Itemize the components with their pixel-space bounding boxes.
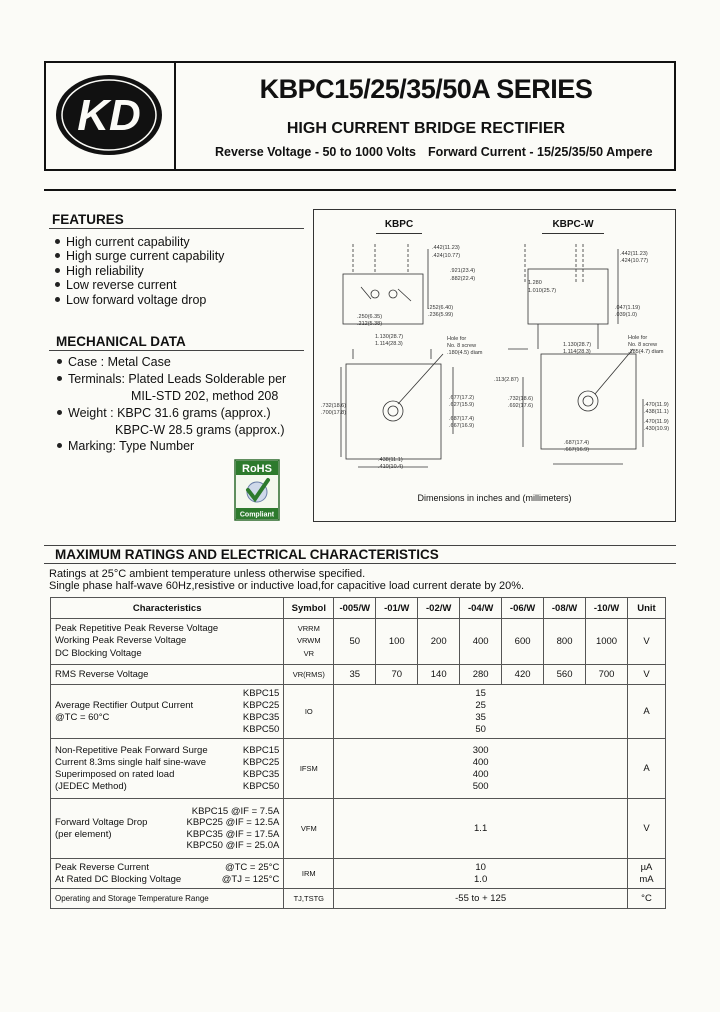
mech-terminals-cont: MIL-STD 202, method 208	[131, 389, 279, 403]
dim-text: 1.114(28.3)	[375, 341, 403, 347]
value-cell: 1000	[586, 619, 628, 665]
table-row	[51, 665, 666, 685]
column-header: -01/W	[376, 598, 418, 619]
symbol-cell: TJ,TSTG	[284, 889, 334, 909]
dim-text: .252(6.40)	[428, 305, 454, 311]
value-cell: 1.1	[334, 799, 628, 859]
ratings-top-rule	[44, 545, 676, 546]
features-heading: FEATURES	[52, 212, 124, 227]
dim-text: .185(4.7) diam	[628, 349, 664, 355]
dim-text: .627(15.9)	[449, 402, 475, 408]
symbol-cell: VRRM VRWM VR	[284, 619, 334, 665]
dim-text: .250(6.35)	[357, 314, 383, 320]
dim-text: Hole for	[628, 335, 648, 341]
dim-text: .732(18.6)	[508, 396, 534, 402]
value-cell: 800	[544, 619, 586, 665]
kd-logo	[54, 73, 164, 157]
dim-text: .677(17.2)	[449, 395, 475, 401]
column-header: -08/W	[544, 598, 586, 619]
dim-text: .410(10.4)	[378, 464, 404, 470]
dim-text: .687(17.4)	[449, 416, 475, 422]
dim-text: .442(11.23)	[620, 251, 648, 257]
unit-cell: µA mA	[627, 859, 665, 889]
characteristic-cell: Non-Repetitive Peak Forward Surge KBPC15 Current 8.3ms single half sine-wave KBPC25 Superimposed on rated load KBPC35 (JEDEC Method) KBPC50	[51, 739, 284, 799]
ratings-note-1: Ratings at 25°C ambient temperature unless otherwise specified.	[49, 568, 366, 580]
column-header: -10/W	[586, 598, 628, 619]
bullet-icon	[57, 410, 62, 415]
unit-cell: °C	[627, 889, 665, 909]
forward-current-spec: Forward Current - 15/25/35/50 Ampere	[428, 145, 653, 159]
kbpcw-label: KBPC-W	[542, 219, 604, 234]
value-cell: 140	[418, 665, 460, 685]
dim-text: .438(11.1)	[378, 457, 403, 463]
mechanical-underline	[49, 350, 304, 351]
dim-text: .470(11.9)	[644, 419, 669, 425]
column-header: -04/W	[460, 598, 502, 619]
feature-item: High current capability	[55, 235, 190, 249]
dim-text: .732(18.6)	[321, 403, 347, 409]
column-header: -06/W	[502, 598, 544, 619]
mechanical-heading: MECHANICAL DATA	[56, 334, 186, 349]
dim-text: .700(17.8)	[321, 410, 347, 416]
table-row	[51, 619, 666, 665]
bullet-icon	[57, 359, 62, 364]
dim-text: 1.114(28.3)	[563, 349, 591, 355]
value-cell: 70	[376, 665, 418, 685]
ratings-note-2: Single phase half-wave 60Hz,resistive or inductive load,for capacitive load current derate by 20%.	[49, 580, 525, 592]
value-cell: 280	[460, 665, 502, 685]
unit-cell: V	[627, 799, 665, 859]
dim-text: No. 8 screw	[628, 342, 658, 348]
value-cell: 420	[502, 665, 544, 685]
drawing-caption: Dimensions in inches and (millimeters)	[417, 493, 572, 503]
dim-text: No. 8 screw	[447, 343, 477, 349]
dim-text: .667(16.9)	[449, 423, 475, 429]
column-header: -02/W	[418, 598, 460, 619]
dim-text: .113(2.87)	[494, 377, 519, 383]
unit-cell: V	[627, 665, 665, 685]
unit-cell: A	[627, 739, 665, 799]
dim-text: Hole for	[447, 336, 467, 342]
unit-cell: A	[627, 685, 665, 739]
value-cell: 600	[502, 619, 544, 665]
dim-text: .692(17.6)	[508, 403, 534, 409]
table-row	[51, 859, 666, 889]
feature-item: High surge current capability	[55, 249, 224, 263]
bullet-icon	[57, 376, 62, 381]
column-header: -005/W	[334, 598, 376, 619]
features-underline	[49, 228, 304, 229]
bullet-icon	[55, 268, 60, 273]
characteristic-cell: KBPC15 @IF = 7.5A Forward Voltage Drop KBPC25 @IF = 12.5A (per element) KBPC35 @IF = 17.5A KBPC50 @IF = 25.0A	[51, 799, 284, 859]
dim-text: 1.010(25.7)	[528, 288, 557, 294]
table-header-row	[51, 598, 666, 619]
value-cell: -55 to + 125	[334, 889, 628, 909]
svg-text:Compliant: Compliant	[239, 511, 275, 519]
dim-text: .470(11.9)	[644, 402, 669, 408]
rohs-badge	[234, 459, 280, 521]
unit-cell: V	[627, 619, 665, 665]
dim-text: .424(10.77)	[432, 253, 461, 259]
dim-text: .047(1.19)	[615, 305, 641, 311]
column-header: Characteristics	[51, 598, 284, 619]
svg-text:RoHS: RoHS	[242, 463, 272, 475]
reverse-voltage-spec: Reverse Voltage - 50 to 1000 Volts	[215, 145, 417, 159]
mech-weight-cont: KBPC-W 28.5 grams (approx.)	[115, 423, 285, 437]
value-cell: 560	[544, 665, 586, 685]
dim-text: .687(17.4)	[564, 440, 590, 446]
dim-text: .430(10.9)	[644, 426, 670, 432]
characteristic-cell: Peak Reverse Current @TC = 25°C At Rated DC Blocking Voltage @TJ = 125°C	[51, 859, 284, 889]
characteristic-cell: RMS Reverse Voltage	[51, 665, 284, 685]
bullet-icon	[55, 297, 60, 302]
dim-text: .667(16.9)	[564, 447, 590, 453]
symbol-cell: VFM	[284, 799, 334, 859]
characteristic-cell: Peak Repetitive Peak Reverse Voltage Working Peak Reverse Voltage DC Blocking Voltage	[51, 619, 284, 665]
characteristic-cell: Operating and Storage Temperature Range	[51, 889, 284, 909]
bullet-icon	[57, 443, 62, 448]
mech-case: Case : Metal Case	[57, 355, 171, 369]
dim-text: .212(5.38)	[357, 321, 383, 327]
bullet-icon	[55, 282, 60, 287]
dim-text: .921(23.4)	[450, 268, 476, 274]
kbpc-label: KBPC	[376, 219, 422, 234]
table-row	[51, 799, 666, 859]
dim-text: 1.130(28.7)	[375, 334, 404, 340]
mech-terminals: Terminals: Plated Leads Solderable per	[57, 372, 286, 386]
bullet-icon	[55, 253, 60, 258]
dim-text: 1.130(28.7)	[563, 342, 592, 348]
header-rule	[44, 189, 676, 191]
mech-weight: Weight : KBPC 31.6 grams (approx.)	[57, 406, 271, 420]
table-row	[51, 739, 666, 799]
characteristic-cell: KBPC15 Average Rectifier Output Current KBPC25 @TC = 60°C KBPC35 KBPC50	[51, 685, 284, 739]
bullet-icon	[55, 239, 60, 244]
dim-text: .882(22.4)	[450, 276, 476, 282]
ratings-table	[50, 597, 666, 909]
column-header: Unit	[627, 598, 665, 619]
symbol-cell: IFSM	[284, 739, 334, 799]
ratings-heading: MAXIMUM RATINGS AND ELECTRICAL CHARACTERISTICS	[55, 547, 439, 562]
column-header: Symbol	[284, 598, 334, 619]
dim-text: 1.280	[528, 280, 542, 286]
symbol-cell: IRM	[284, 859, 334, 889]
page-subtitle: HIGH CURRENT BRIDGE RECTIFIER	[286, 120, 566, 137]
value-cell: 50	[334, 619, 376, 665]
value-cell: 200	[418, 619, 460, 665]
dim-text: .442(11.23)	[432, 245, 460, 251]
value-cell: 35	[334, 665, 376, 685]
table-row	[51, 685, 666, 739]
value-cell: 300 400 400 500	[334, 739, 628, 799]
dim-text: .180(4.5) diam	[447, 350, 483, 356]
dim-text: .236(5.99)	[428, 312, 454, 318]
symbol-cell: IO	[284, 685, 334, 739]
value-cell: 10 1.0	[334, 859, 628, 889]
feature-item: High reliability	[55, 264, 144, 278]
mech-marking: Marking: Type Number	[57, 439, 194, 453]
value-cell: 15 25 35 50	[334, 685, 628, 739]
dim-text: .438(11.1)	[644, 409, 669, 415]
value-cell: 700	[586, 665, 628, 685]
dim-text: .039(1.0)	[615, 312, 638, 318]
svg-text:KD: KD	[77, 91, 141, 140]
ratings-bottom-rule	[44, 563, 676, 564]
value-cell: 400	[460, 619, 502, 665]
feature-item: Low forward voltage drop	[55, 293, 206, 307]
dim-text: .424(10.77)	[620, 258, 649, 264]
symbol-cell: VR(RMS)	[284, 665, 334, 685]
value-cell: 100	[376, 619, 418, 665]
table-row	[51, 889, 666, 909]
feature-item: Low reverse current	[55, 278, 176, 292]
page-title: KBPC15/25/35/50A SERIES	[259, 74, 593, 104]
